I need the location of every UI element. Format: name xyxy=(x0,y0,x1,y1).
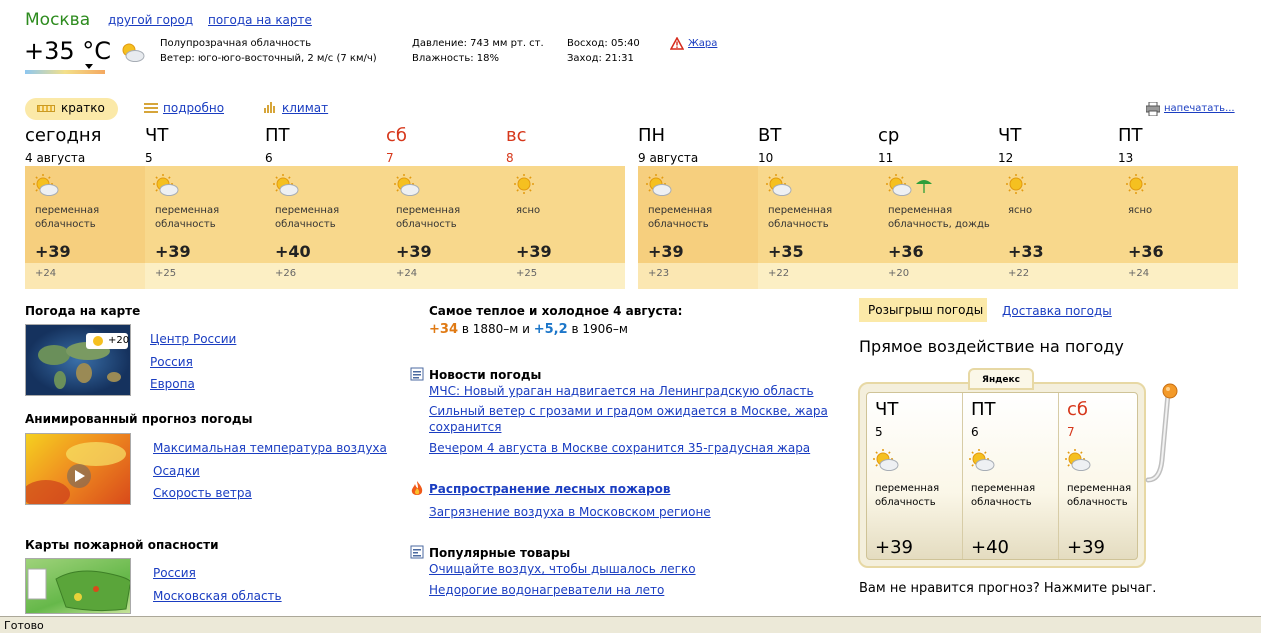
day-name: ЧТ xyxy=(145,125,169,146)
cold-record: +5,2 xyxy=(533,322,568,337)
day-low-temp: +24 xyxy=(35,268,57,279)
forecast-day-cell[interactable] xyxy=(25,166,145,289)
day-high-temp: +36 xyxy=(1128,242,1164,261)
lever-day-name: сб xyxy=(1067,399,1088,420)
lever-day-column xyxy=(867,393,963,559)
tab-weather-draw[interactable]: Розыгрыш погоды xyxy=(859,298,987,322)
day-high-temp: +39 xyxy=(35,242,71,261)
lever-day-name: ПТ xyxy=(971,399,996,420)
cloud-rain-icon xyxy=(886,174,936,198)
day-name: ПТ xyxy=(265,125,290,146)
lever-day-date: 6 xyxy=(971,425,979,439)
lever-day-condition: переменная облачность xyxy=(971,483,1036,508)
condition-text: Полупрозрачная облачность xyxy=(160,38,312,49)
partly-cloudy-icon xyxy=(766,174,816,198)
wind-text: Ветер: юго-юго-восточный, 2 м/с (7 км/ч) xyxy=(160,53,377,64)
partly-cloudy-icon xyxy=(969,449,1019,473)
forecast-day-cell[interactable] xyxy=(638,166,758,289)
fire-link-russia[interactable]: Россия xyxy=(153,566,196,580)
cold-record-year: в 1906–м xyxy=(571,322,628,336)
goods-link-air-purifier[interactable]: Очищайте воздух, чтобы дышалось легко xyxy=(429,562,696,576)
day-low-temp: +26 xyxy=(275,268,297,279)
news-icon xyxy=(410,367,424,381)
weather-map-link[interactable]: погода на карте xyxy=(208,13,312,27)
print-link[interactable]: напечатать... xyxy=(1164,103,1235,114)
records-title: Самое теплое и холодное 4 августа: xyxy=(429,304,683,318)
day-name: ЧТ xyxy=(998,125,1022,146)
lever-handle[interactable] xyxy=(1140,380,1210,500)
animated-link-wind-speed[interactable]: Скорость ветра xyxy=(153,486,252,500)
forecast-day-cell[interactable] xyxy=(878,166,998,289)
fire-section-title: Карты пожарной опасности xyxy=(25,538,219,552)
day-high-temp: +40 xyxy=(275,242,311,261)
sun-icon xyxy=(514,174,564,198)
day-name: ВТ xyxy=(758,125,782,146)
warm-record: +34 xyxy=(429,322,458,337)
day-condition: ясно xyxy=(1128,205,1153,216)
animated-link-precipitation[interactable]: Осадки xyxy=(153,464,200,478)
sun-icon xyxy=(1126,174,1176,198)
forecast-day-cell[interactable] xyxy=(506,166,625,289)
day-high-temp: +39 xyxy=(396,242,432,261)
day-date: 9 августа xyxy=(638,151,699,165)
map-badge-value: +20 xyxy=(108,335,130,346)
goods-link-water-heater[interactable]: Недорогие водонагреватели на лето xyxy=(429,583,665,597)
scale-pointer-icon xyxy=(85,64,93,69)
partly-cloudy-icon xyxy=(873,449,923,473)
day-condition: переменная облачность xyxy=(155,205,220,230)
lever-day-temp: +39 xyxy=(1067,537,1105,558)
tab-brief[interactable] xyxy=(25,98,118,120)
day-date: 11 xyxy=(878,151,894,165)
status-bar xyxy=(0,616,1261,633)
day-date: 5 xyxy=(145,151,153,165)
promo-headline: Прямое воздействие на погоду xyxy=(859,337,1124,356)
animated-map-thumbnail[interactable] xyxy=(25,433,131,505)
day-date: 10 xyxy=(758,151,774,165)
fire-link-moscow-region[interactable]: Московская область xyxy=(153,589,282,603)
lever-forecast-window xyxy=(866,392,1138,560)
yandex-logo-text: Яндекс xyxy=(982,375,1020,385)
lever-day-name: ЧТ xyxy=(875,399,899,420)
map-temp-badge xyxy=(86,333,128,349)
current-temperature: +35 °C xyxy=(24,37,112,65)
lever-day-date: 7 xyxy=(1067,425,1075,439)
lever-day-column xyxy=(963,393,1059,559)
day-condition: переменная облачность xyxy=(768,205,833,230)
yandex-logo xyxy=(968,368,1034,390)
partly-cloudy-icon xyxy=(118,40,146,64)
day-name: сб xyxy=(386,125,407,146)
news-link-heat[interactable]: Вечером 4 августа в Москве сохранится 35-градусная жара xyxy=(429,441,811,455)
day-high-temp: +39 xyxy=(516,242,552,261)
day-low-temp: +22 xyxy=(1008,268,1030,279)
animated-link-max-temp[interactable]: Максимальная температура воздуха xyxy=(153,441,387,455)
day-name: ПН xyxy=(638,125,666,146)
day-high-temp: +39 xyxy=(648,242,684,261)
day-date: 6 xyxy=(265,151,273,165)
sunrise-text: Восход: 05:40 xyxy=(567,38,640,49)
promo-footer: Вам не нравится прогноз? Нажмите рычаг. xyxy=(859,581,1157,596)
records-values xyxy=(429,322,628,337)
printer-icon xyxy=(1146,102,1160,116)
sunset-text: Заход: 21:31 xyxy=(567,53,634,64)
lever-day-condition: переменная облачность xyxy=(875,483,940,508)
tab-detailed[interactable]: подробно xyxy=(163,101,225,115)
day-low-temp: +25 xyxy=(155,268,177,279)
ruler-icon xyxy=(37,105,55,112)
day-condition: переменная облачность xyxy=(275,205,340,230)
humidity-text: Влажность: 18% xyxy=(412,53,500,64)
day-date: 13 xyxy=(1118,151,1134,165)
partly-cloudy-icon xyxy=(646,174,696,198)
goods-title: Популярные товары xyxy=(429,546,571,560)
news-title: Новости погоды xyxy=(429,368,542,382)
city-name: Москва xyxy=(25,10,91,30)
forecast-day-cell[interactable] xyxy=(1118,166,1237,289)
bar-chart-icon xyxy=(264,101,276,113)
day-condition: переменная облачность xyxy=(396,205,461,230)
forecast-day-cell[interactable] xyxy=(998,166,1118,289)
lever-machine xyxy=(858,382,1146,568)
lever-day-temp: +39 xyxy=(875,537,913,558)
day-date: 8 xyxy=(506,151,514,165)
world-map-thumbnail[interactable] xyxy=(25,324,131,396)
forecast-day-cell[interactable] xyxy=(145,166,265,289)
fire-map-image xyxy=(26,559,131,614)
warning-icon xyxy=(670,37,684,50)
day-name: ср xyxy=(878,125,900,146)
day-high-temp: +36 xyxy=(888,242,924,261)
partly-cloudy-icon xyxy=(394,174,444,198)
air-pollution-link[interactable]: Загрязнение воздуха в Московском регионе xyxy=(429,505,711,519)
partly-cloudy-icon xyxy=(33,174,83,198)
warm-record-year: в 1880–м и xyxy=(461,322,530,336)
map-link-europe[interactable]: Европа xyxy=(150,377,195,391)
day-name: сегодня xyxy=(25,125,102,146)
day-low-temp: +25 xyxy=(516,268,538,279)
sun-icon xyxy=(93,336,103,346)
forecast-day-cell[interactable] xyxy=(386,166,506,289)
list-icon xyxy=(144,102,158,114)
goods-icon xyxy=(410,545,424,559)
day-date: 12 xyxy=(998,151,1014,165)
day-high-temp: +35 xyxy=(768,242,804,261)
day-high-temp: +39 xyxy=(155,242,191,261)
sun-icon xyxy=(1006,174,1056,198)
day-condition: переменная облачность xyxy=(648,205,713,230)
day-high-temp: +33 xyxy=(1008,242,1044,261)
fire-map-thumbnail[interactable] xyxy=(25,558,131,614)
tab-brief-label: кратко xyxy=(61,101,105,115)
heat-alert-link[interactable]: Жара xyxy=(688,38,718,49)
day-low-temp: +24 xyxy=(1128,268,1150,279)
day-low-temp: +23 xyxy=(648,268,670,279)
animated-section-title: Анимированный прогноз погоды xyxy=(25,412,253,426)
map-link-russia[interactable]: Россия xyxy=(150,355,193,369)
day-condition: ясно xyxy=(1008,205,1033,216)
tab-weather-delivery[interactable]: Доставка погоды xyxy=(1002,304,1112,318)
day-condition: переменная облачность, дождь xyxy=(888,205,990,230)
forecast-day-cell[interactable] xyxy=(265,166,385,289)
day-low-temp: +20 xyxy=(888,268,910,279)
fire-icon xyxy=(409,480,425,497)
day-low-temp: +24 xyxy=(396,268,418,279)
day-date: 4 августа xyxy=(25,151,86,165)
map-section-title: Погода на карте xyxy=(25,304,141,318)
day-date: 7 xyxy=(386,151,394,165)
news-link-hurricane[interactable]: МЧС: Новый ураган надвигается на Ленинградскую область xyxy=(429,384,814,398)
lever-day-date: 5 xyxy=(875,425,883,439)
map-link-center-russia[interactable]: Центр России xyxy=(150,332,237,346)
lever-day-condition: переменная облачность xyxy=(1067,483,1132,508)
news-link-storm[interactable]: Сильный ветер с грозами и градом ожидается в Москве, жара xyxy=(429,404,828,418)
partly-cloudy-icon xyxy=(153,174,203,198)
forest-fires-link[interactable]: Распространение лесных пожаров xyxy=(429,482,671,496)
day-name: вс xyxy=(506,125,527,146)
status-text: Готово xyxy=(4,619,44,632)
news-link-storm-cont[interactable]: сохранится xyxy=(429,420,502,434)
day-low-temp: +22 xyxy=(768,268,790,279)
heat-map-image xyxy=(26,434,131,505)
day-name: ПТ xyxy=(1118,125,1143,146)
day-condition: переменная облачность xyxy=(35,205,100,230)
other-city-link[interactable]: другой город xyxy=(108,13,194,27)
forecast-day-cell[interactable] xyxy=(758,166,878,289)
tab-climate[interactable]: климат xyxy=(282,101,329,115)
lever-day-temp: +40 xyxy=(971,537,1009,558)
partly-cloudy-icon xyxy=(273,174,323,198)
temperature-scale xyxy=(25,70,105,74)
partly-cloudy-icon xyxy=(1065,449,1115,473)
day-condition: ясно xyxy=(516,205,541,216)
pressure-text: Давление: 743 мм рт. ст. xyxy=(412,38,544,49)
